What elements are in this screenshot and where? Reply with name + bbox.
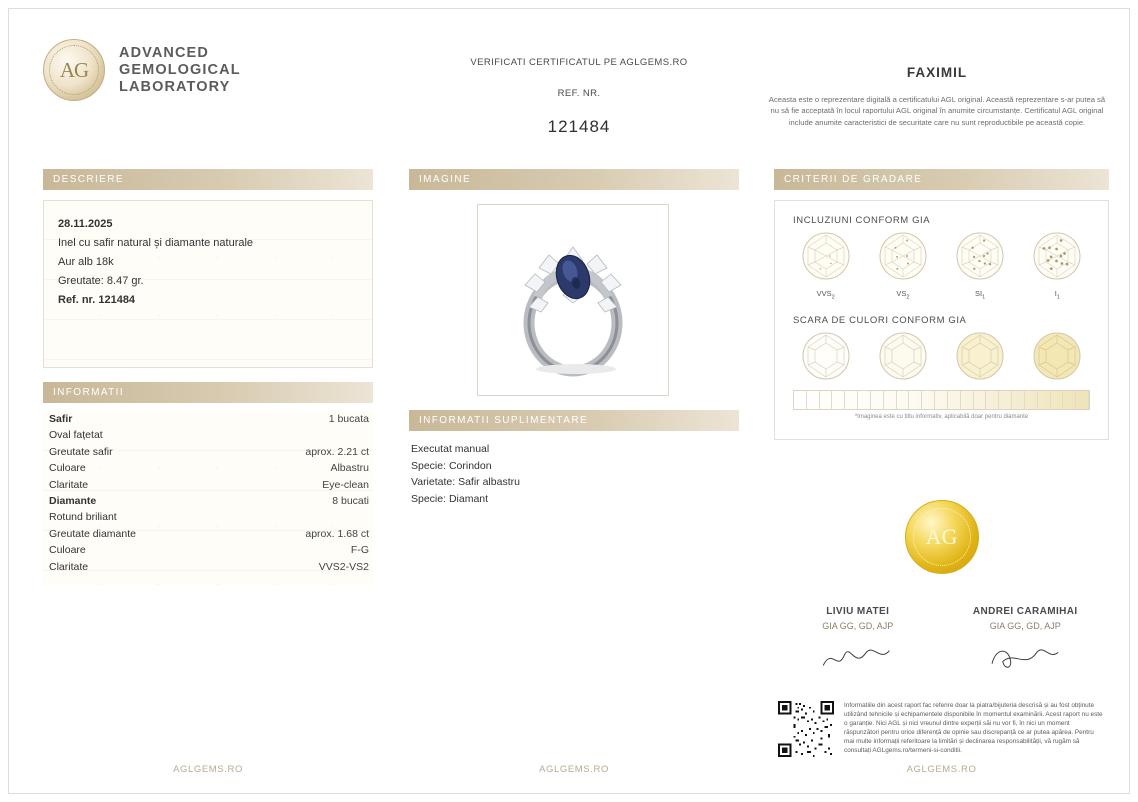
color-diamond-icon-1 bbox=[800, 330, 852, 382]
signer-credentials: GIA GG, GD, AJP bbox=[989, 621, 1061, 631]
scale-tick bbox=[845, 391, 858, 409]
descriere-date: 28.11.2025 bbox=[58, 218, 113, 230]
ref-label: REF. NR. bbox=[557, 88, 601, 99]
descriere-metal: Aur alb 18k bbox=[58, 256, 114, 268]
info-row-key: Diamante bbox=[49, 495, 97, 508]
descriere-ref: Ref. nr. 121484 bbox=[58, 294, 136, 306]
scale-tick bbox=[986, 391, 999, 409]
lab-name bbox=[119, 45, 241, 96]
info-row-key: Greutate diamante bbox=[49, 527, 136, 540]
ring-photo-icon bbox=[484, 211, 662, 389]
suplimentare-list bbox=[409, 441, 739, 507]
scale-tick bbox=[820, 391, 833, 409]
info-row-value: aprox. 1.68 ct bbox=[305, 527, 369, 540]
inclusion-item bbox=[954, 230, 1006, 301]
info-row-value: aprox. 2.21 ct bbox=[305, 445, 369, 458]
color-scale-bar bbox=[793, 390, 1090, 410]
descriere-item: Inel cu safir natural și diamante naturale bbox=[58, 237, 254, 249]
gem-image-frame bbox=[477, 204, 669, 396]
scale-tick bbox=[1012, 391, 1025, 409]
info-row bbox=[43, 509, 373, 525]
scale-tick bbox=[807, 391, 820, 409]
page-header bbox=[9, 9, 1129, 157]
info-row bbox=[43, 559, 373, 575]
signer-credentials: GIA GG, GD, AJP bbox=[822, 621, 894, 631]
suplimentare-line: Executat manual bbox=[411, 443, 490, 455]
lab-name-line-1: ADVANCED bbox=[119, 44, 209, 61]
informatii-panel bbox=[43, 411, 373, 585]
scale-tick bbox=[871, 391, 884, 409]
scale-tick bbox=[1025, 391, 1038, 409]
footnote-text: Informatiile din acest raport fac referire doar la piatra/bijuteria descrisă și au fost obținute utilizând tehnicile și echipamentele disponibile în momentul examinării. Acest raport nu este o garanție. Nici AGL și nici vreunul dintre experții săi nu vor fi, în nici un moment răspunzători pentru orice diferență de opinie sau discrepanță ce ar putea apărea. Pentru mai multe informații referitoare la limitări și declinarea responsabilității, vă rugăm să consultați AGLgems.ro/termeni-si-conditii. bbox=[844, 702, 1103, 754]
footer-link-right[interactable]: AGLGEMS.RO bbox=[906, 764, 977, 775]
signer-name: LIVIU MATEI bbox=[826, 606, 890, 617]
info-row-key: Safir bbox=[49, 413, 73, 425]
info-row bbox=[43, 526, 373, 542]
info-row bbox=[43, 411, 373, 427]
descriere-box bbox=[43, 200, 373, 368]
info-row-value: Albastru bbox=[330, 462, 369, 475]
info-row bbox=[43, 493, 373, 509]
ref-value: 121484 bbox=[547, 117, 611, 136]
signers-row bbox=[774, 606, 1109, 675]
header-center bbox=[389, 57, 769, 137]
info-row-value: 8 bucati bbox=[332, 495, 369, 508]
suplimentare-band: INFORMATII SUPLIMENTARE bbox=[409, 410, 739, 431]
lab-name-line-2: GEMOLOGICAL bbox=[119, 61, 241, 78]
imagine-band: IMAGINE bbox=[409, 169, 739, 190]
info-row-key: Oval fațetat bbox=[49, 429, 103, 442]
color-diamond-icon-4 bbox=[1031, 330, 1083, 382]
scale-tick bbox=[858, 391, 871, 409]
signer bbox=[783, 606, 933, 675]
scale-tick bbox=[1051, 391, 1064, 409]
descriere-weight: Greutate: 8.47 gr. bbox=[58, 275, 144, 287]
scale-tick bbox=[794, 391, 807, 409]
scale-tick bbox=[999, 391, 1012, 409]
header-right bbox=[767, 65, 1107, 128]
faximil-title: FAXIMIL bbox=[906, 65, 968, 80]
column-right bbox=[774, 169, 1109, 757]
descriere-panel bbox=[43, 200, 373, 368]
scale-tick bbox=[909, 391, 922, 409]
inclusions-row bbox=[787, 230, 1096, 301]
color-diamond-icon-2 bbox=[877, 330, 929, 382]
inclusion-label: $VS_2$ bbox=[896, 289, 910, 301]
scale-tick bbox=[832, 391, 845, 409]
lab-logo bbox=[43, 39, 241, 101]
footer-link-middle[interactable]: AGLGEMS.RO bbox=[539, 764, 609, 775]
gemological-seal-icon bbox=[43, 39, 105, 101]
inclusions-title: INCLUZIUNI CONFORM GIA bbox=[793, 215, 931, 226]
scale-tick bbox=[948, 391, 961, 409]
info-row bbox=[43, 444, 373, 460]
scale-tick bbox=[961, 391, 974, 409]
info-row bbox=[43, 477, 373, 493]
signature-icon bbox=[950, 641, 1100, 675]
suplimentare-line: Specie: Diamant bbox=[411, 492, 489, 505]
qr-code-icon[interactable] bbox=[778, 701, 834, 757]
info-row-value: Eye-clean bbox=[322, 478, 369, 491]
descriere-band: DESCRIERE bbox=[43, 169, 373, 190]
suplimentare-line: Specie: Corindon bbox=[411, 459, 492, 472]
column-middle bbox=[409, 169, 739, 507]
info-row-key: Culoare bbox=[49, 462, 86, 475]
scale-tick bbox=[974, 391, 987, 409]
gold-seal-wrap bbox=[774, 500, 1109, 574]
suplimentare-line: Varietate: Safir albastru bbox=[411, 476, 520, 488]
informatii-band: INFORMATII bbox=[43, 382, 373, 403]
info-row bbox=[43, 460, 373, 476]
info-row-value: 1 bucata bbox=[328, 413, 369, 425]
informatii-table bbox=[43, 411, 373, 575]
scale-tick bbox=[935, 391, 948, 409]
info-row-value: F-G bbox=[350, 544, 369, 557]
footer-link-left[interactable]: AGLGEMS.RO bbox=[173, 764, 243, 775]
signature-icon bbox=[783, 641, 933, 675]
info-row-key: Claritate bbox=[49, 560, 89, 573]
color-diamonds-row bbox=[787, 330, 1096, 382]
inclusion-diamond-icon-1 bbox=[800, 230, 852, 287]
signer bbox=[950, 606, 1100, 675]
info-row-key: Culoare bbox=[49, 544, 86, 557]
scale-tick bbox=[897, 391, 910, 409]
gradare-box bbox=[774, 200, 1109, 440]
info-row bbox=[43, 427, 373, 443]
inclusion-item bbox=[1031, 230, 1083, 301]
color-diamond-icon-3 bbox=[954, 330, 1006, 382]
lab-name-line-3: LABORATORY bbox=[119, 78, 231, 95]
footnote-block bbox=[774, 701, 1109, 757]
inclusion-label: $VVS_2$ bbox=[816, 289, 835, 301]
scale-tick bbox=[884, 391, 897, 409]
verify-text: VERIFICATI CERTIFICATUL PE AGLGEMS.RO bbox=[470, 57, 688, 68]
certificate-page bbox=[8, 8, 1130, 794]
color-scale-title: SCARA DE CULORI CONFORM GIA bbox=[793, 314, 967, 326]
inclusion-diamond-icon-2 bbox=[877, 230, 929, 287]
scale-tick bbox=[1076, 391, 1089, 409]
signer-name: ANDREI CARAMIHAI bbox=[972, 606, 1078, 617]
inclusion-label: $I_1$ bbox=[1054, 289, 1060, 301]
inclusion-item bbox=[800, 230, 852, 301]
scale-tick bbox=[1038, 391, 1051, 409]
scale-note: *Imaginea este cu titlu informativ, aplicabilă doar pentru diamante bbox=[854, 413, 1029, 420]
seal-monogram: AG bbox=[59, 57, 89, 82]
scale-tick bbox=[1063, 391, 1076, 409]
scale-tick bbox=[922, 391, 935, 409]
column-left bbox=[43, 169, 373, 585]
info-row bbox=[43, 542, 373, 558]
inclusion-label: $SI_1$ bbox=[975, 289, 986, 301]
info-row-value: VVS2-VS2 bbox=[318, 560, 369, 573]
faximil-disclaimer: Aceasta este o reprezentare digitală a certificatului AGL original. Această reprezentare s-ar putea să nu să fie acceptată în locul raportului AGL original în anumite circumstanțe. Certificatul AGL original include anumite caracteristici de securitate care nu sunt reproductibile pe această copie. bbox=[768, 95, 1106, 127]
inclusion-item bbox=[877, 230, 929, 301]
info-row-key: Greutate safir bbox=[49, 445, 113, 458]
informatii-section bbox=[43, 382, 373, 585]
gold-seal-icon bbox=[905, 500, 979, 574]
info-row-key: Claritate bbox=[49, 478, 89, 491]
gold-seal-monogram: AG bbox=[925, 524, 958, 549]
suplimentare-section bbox=[409, 410, 739, 507]
info-row-key: Rotund briliant bbox=[49, 511, 117, 524]
gradare-band: CRITERII DE GRADARE bbox=[774, 169, 1109, 190]
inclusion-diamond-icon-4 bbox=[1031, 230, 1083, 287]
inclusion-diamond-icon-3 bbox=[954, 230, 1006, 287]
